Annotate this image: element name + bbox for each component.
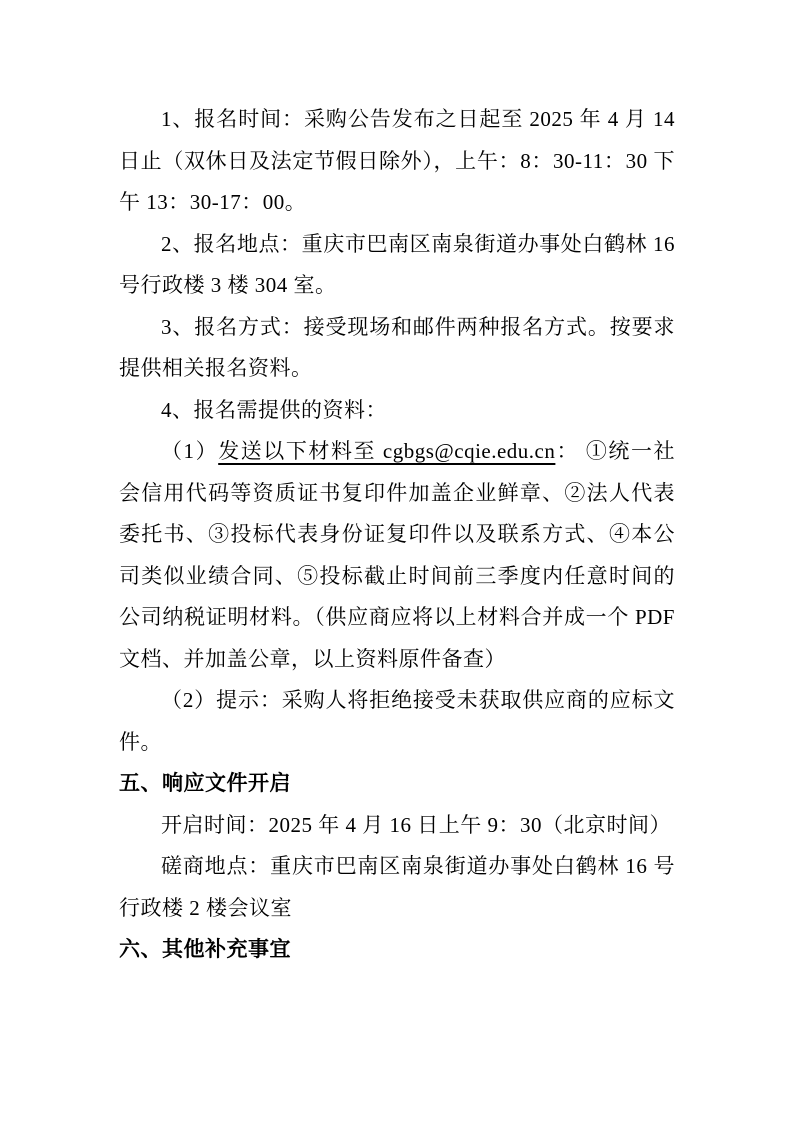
text-run: 4、报名需提供的资料： xyxy=(161,397,387,422)
paragraph xyxy=(119,390,675,432)
paragraph xyxy=(119,805,675,847)
text-run: 1、报名时间：采购公告发布之日起至 2025 年 4 月 14 日止（双休日及法定节假日除外），上午：8：30-11：30 下午 13：30-17：00。 xyxy=(119,107,675,214)
text-run: 五、响应文件开启 xyxy=(119,771,291,795)
underlined-email-text: 发送以下材料至 cgbgs@cqie.edu.cn xyxy=(218,439,556,463)
paragraph xyxy=(119,431,675,680)
paragraph xyxy=(119,307,675,390)
text-run: 磋商地点：重庆市巴南区南泉街道办事处白鹤林 16 号行政楼 2 楼会议室 xyxy=(119,854,675,920)
text-run: 3、报名方式：接受现场和邮件两种报名方式。按要求提供相关报名资料。 xyxy=(119,314,675,380)
paragraph xyxy=(119,99,675,224)
section-heading xyxy=(119,929,675,971)
text-run: （2）提示：采购人将拒绝接受未获取供应商的应标文件。 xyxy=(119,688,675,754)
text-run: ： ①统一社会信用代码等资质证书复印件加盖企业鲜章、②法人代表委托书、③投标代表身份证复印件以及联系方式、④本公司类似业绩合同、⑤投标截止时间前三季度内任意时间的公司纳税证明材料。（供应商应将以上材料合并成一个 PDF 文档、并加盖公章，以上资料原件备查） xyxy=(119,439,676,671)
text-run: （1） xyxy=(161,439,219,463)
document-content xyxy=(119,99,675,971)
paragraph xyxy=(119,846,675,929)
section-heading xyxy=(119,763,675,805)
text-run: 开启时间：2025 年 4 月 16 日上午 9：30（北京时间） xyxy=(161,812,671,837)
text-run: 2、报名地点：重庆市巴南区南泉街道办事处白鹤林 16 号行政楼 3 楼 304 室。 xyxy=(119,231,675,297)
paragraph xyxy=(119,224,675,307)
paragraph xyxy=(119,680,675,763)
text-run: 六、其他补充事宜 xyxy=(119,937,291,961)
